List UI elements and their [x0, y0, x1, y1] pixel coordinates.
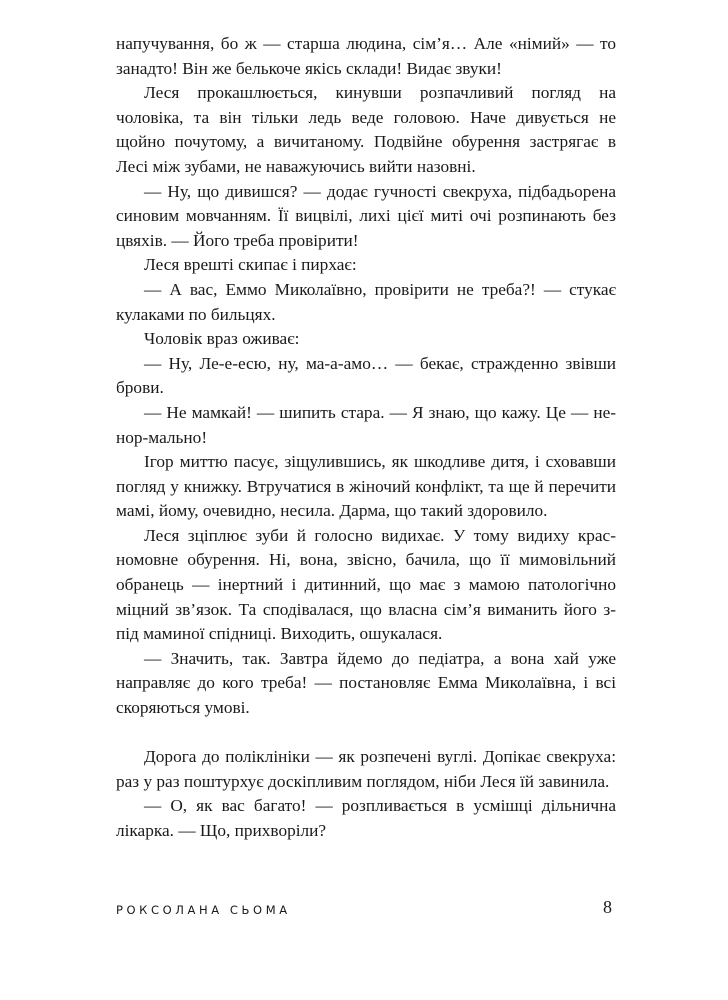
paragraph-5: — А вас, Еммо Миколаївно, провірити не треба?! — стукає кулаками по бильцях.	[116, 279, 616, 324]
paragraph-13: — О, як вас багато! — розпливається в усмішці дільнична лікарка. — Що, прихворіли?	[116, 796, 616, 840]
paragraph-12: Дорога до поліклініки — як розпечені вуглі. Допікає свекруха: раз у раз поштурхує доскіпливим поглядом, ніби Леся їй завинила.	[116, 747, 616, 791]
paragraph-9: Ігор миттю пасує, зіщулившись, як шкодливе дитя, і сховавши погляд у книжку. Втручатися в жіночий конфлікт, та ще й перечити мамі, йому, очевидно, несила. Дарма, що такий здоровило.	[116, 452, 616, 521]
page-number: 8	[603, 897, 612, 917]
body-text	[116, 32, 616, 844]
running-footer-author: РОКСОЛАНА СЬОМА	[116, 903, 291, 917]
paragraph-1: напучування, бо ж — старша людина, сім’я… Але «німий» — то занадто! Він же белькоче якісь склади! Видає звуки!	[116, 34, 616, 78]
paragraph-6: Чоловік враз оживає:	[144, 329, 300, 349]
paragraph-4: Леся врешті скипає і пирхає:	[144, 255, 357, 275]
paragraph-11: — Значить, так. Завтра йдемо до педіатра, а вона хай уже направляє до кого треба! — постановляє Емма Миколаївна, і всі скоряються умові.	[116, 648, 616, 718]
paragraph-8: — Не мамкай! — шипить стара. — Я знаю, що кажу. Це — не-нор-мально!	[116, 402, 616, 447]
paragraph-3: — Ну, що дивишся? — додає гучності свекруха, підбадьорена синовим мовчанням. Її вицвілі, лихі цієї миті очі розпинають без цвяхів. — Його треба провірити!	[116, 181, 616, 250]
paragraph-7: — Ну, Ле-е-есю, ну, ма-а-амо… — бекає, стражденно звівши брови.	[116, 353, 616, 398]
paragraph-2: Леся прокашлюється, кинувши розпачливий погляд на чоловіка, та він тільки ледь веде головою. Наче дивується не щойно почутому, а вичитаному. Подвійне обурення застрягає в Лесі між зубами, не наважуючись вийти назовні.	[116, 83, 616, 176]
paragraph-10: Леся зціплює зуби й голосно видихає. У тому видиху красномовне обурення. Ні, вона, звісно, бачила, що її мимовільний обранець — інертний і дитинний, що має з мамою патологічно міцний зв’язок. Та сподівалася, що власна сім’я виманить його з-під маминої спідниці. Виходить, ошукалася.	[116, 525, 616, 644]
